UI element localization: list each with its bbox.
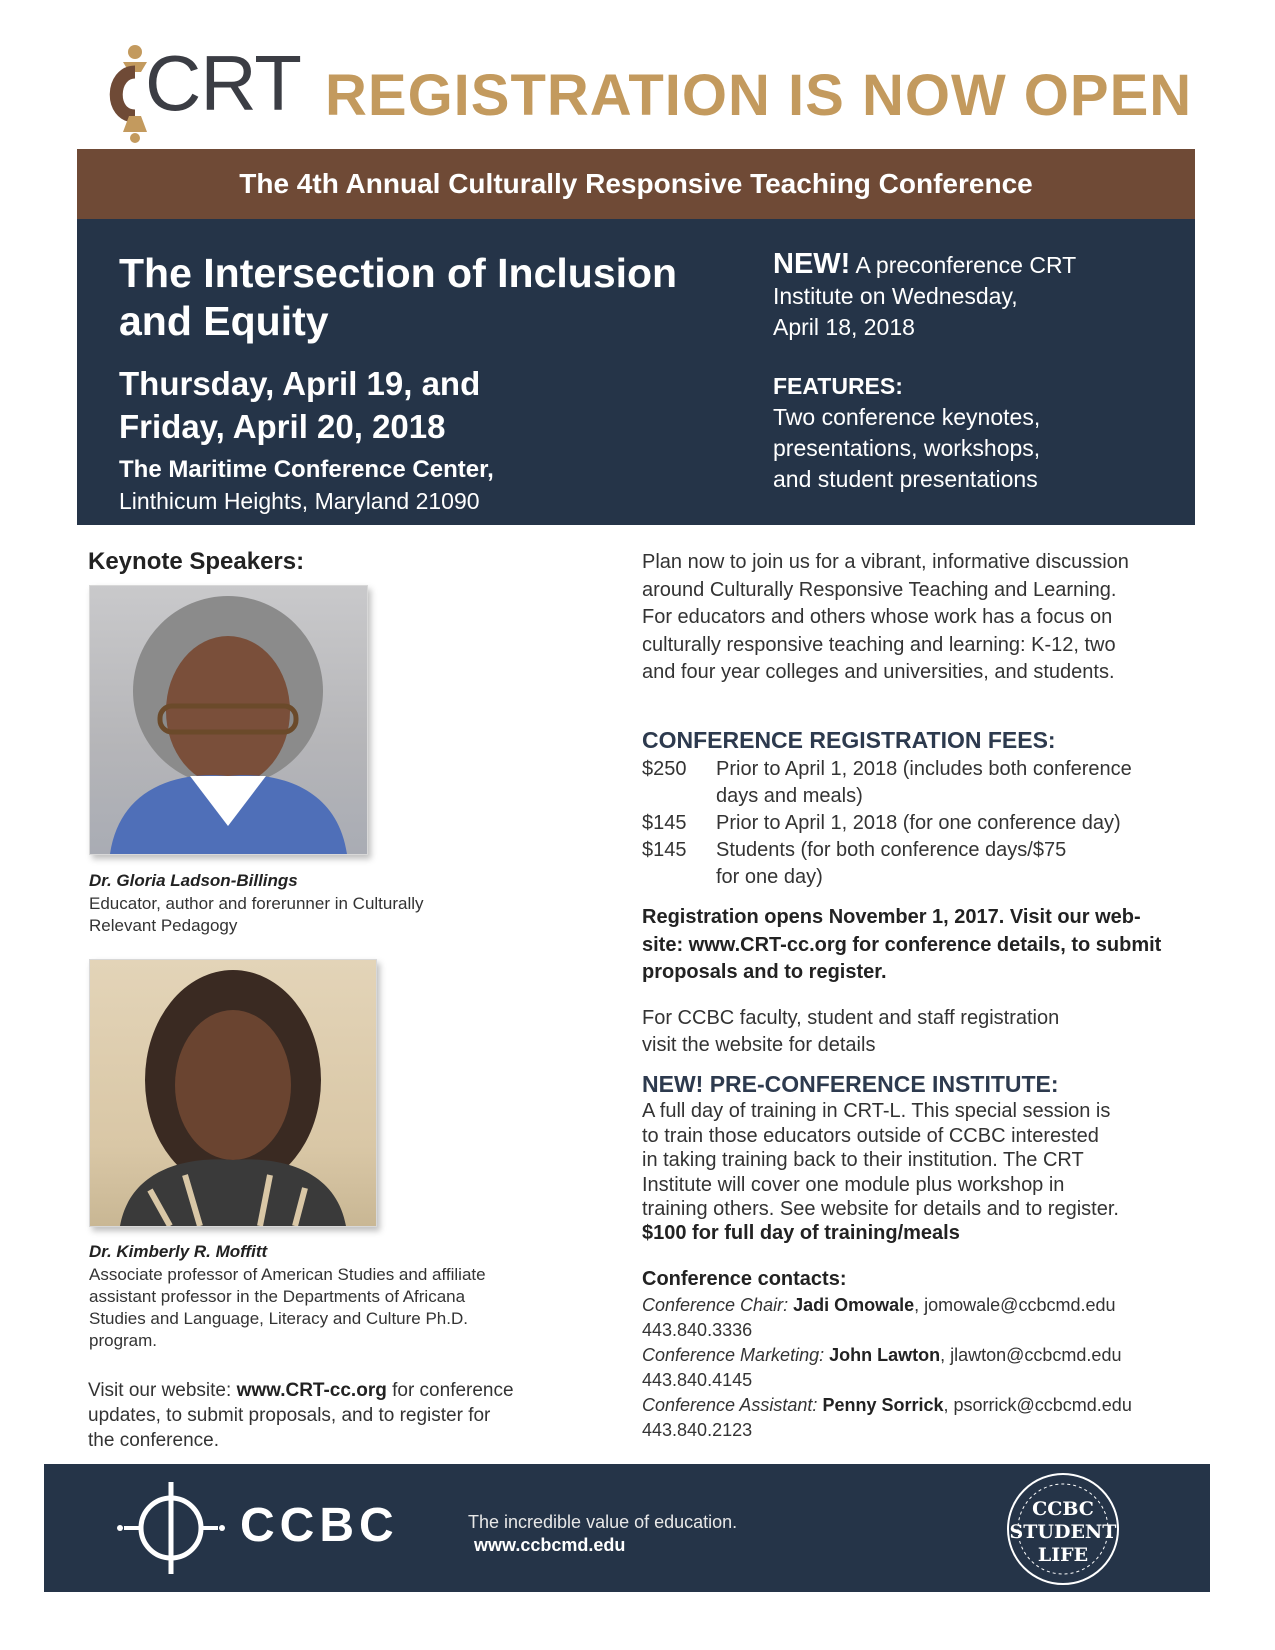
- contact-email[interactable]: , jlawton@ccbcmd.edu: [940, 1345, 1122, 1365]
- crt-logo: [105, 38, 301, 144]
- event-details-panel: [77, 219, 1195, 525]
- speaker-desc-1: Educator, author and forerunner in Culturally Relevant Pedagogy: [89, 894, 424, 935]
- intro-paragraph: Plan now to join us for a vibrant, informative discussion around Culturally Responsive Teaching and Learning. For educators and others whose work has a focus on culturally responsive teaching and learning: K-12, two and four year colleges and universities, and students.: [642, 551, 1129, 683]
- event-city: Linthicum Heights, Maryland 21090: [119, 488, 480, 514]
- ccbc-website-link[interactable]: www.ccbcmd.edu: [474, 1535, 626, 1555]
- speaker-desc-2: Associate professor of American Studies and affiliate assistant professor in the Departments of Africana Studies and Language, Literacy and Culture Ph.D. program.: [89, 1265, 486, 1350]
- contact-phone: 443.840.2123: [642, 1420, 753, 1440]
- preconference-body: A full day of training in CRT-L. This special session is to train those educators outside of CCBC interested in taking training back to their institution. The CRT Institute will cover one module plus workshop in training others. See website for details and to register.: [642, 1100, 1119, 1220]
- crt-website-link[interactable]: www.CRT-cc.org: [236, 1380, 387, 1401]
- fee-amount: $250: [642, 758, 687, 780]
- preconference-price: $100 for full day of training/meals: [642, 1222, 960, 1244]
- contact-item: [642, 1343, 1202, 1393]
- portrait-icon: [90, 586, 367, 854]
- contact-email[interactable]: , psorrick@ccbcmd.edu: [943, 1395, 1132, 1415]
- registration-opens-note: Registration opens November 1, 2017. Visit our web- site: www.CRT-cc.org for conference details, to submit proposals and to register.: [642, 906, 1162, 983]
- contact-name: John Lawton: [829, 1345, 941, 1365]
- fee-row: [642, 810, 1182, 837]
- fee-description: Students (for both conference days/$75 for one day): [716, 839, 1067, 888]
- ccbc-logo-text: CCBC: [240, 1499, 399, 1552]
- crt-logo-text: CRT: [145, 39, 301, 127]
- conference-title-band: The 4th Annual Culturally Responsive Teaching Conference: [77, 149, 1195, 219]
- fee-row: [642, 756, 1182, 810]
- preconference-heading: NEW! PRE-CONFERENCE INSTITUTE:: [642, 1071, 1059, 1097]
- speaker-name-2: Dr. Kimberly R. Moffitt: [89, 1242, 268, 1261]
- fee-description: Prior to April 1, 2018 (for one conference day): [716, 812, 1121, 834]
- contact-phone: 443.840.4145: [642, 1370, 753, 1390]
- contact-role: Conference Assistant:: [642, 1395, 818, 1415]
- features-list: Two conference keynotes, presentations, workshops, and student presentations: [773, 404, 1041, 492]
- contact-item: [642, 1293, 1202, 1343]
- features-label: FEATURES:: [773, 373, 903, 399]
- new-label: NEW!: [773, 248, 851, 280]
- contacts-heading: Conference contacts:: [642, 1268, 847, 1290]
- event-title: The Intersection of Inclusion and Equity: [119, 250, 678, 344]
- preconference-notice: NEW! A preconference CRT Institute on Wednesday, April 18, 2018: [773, 248, 1077, 340]
- ccbc-emblem-icon: [116, 1476, 226, 1580]
- fee-amount: $145: [642, 839, 687, 861]
- contact-name: Penny Sorrick: [822, 1395, 944, 1415]
- registration-headline: REGISTRATION IS NOW OPEN: [325, 63, 1193, 128]
- student-life-badge: CCBC STUDENT LIFE: [1004, 1470, 1122, 1588]
- contact-email[interactable]: , jomowale@ccbcmd.edu: [914, 1295, 1116, 1315]
- contact-role: Conference Chair:: [642, 1295, 789, 1315]
- portrait-icon: [90, 960, 376, 1226]
- contact-item: [642, 1393, 1202, 1443]
- speaker-photo-moffitt: [89, 959, 377, 1227]
- contact-role: Conference Marketing:: [642, 1345, 825, 1365]
- fee-row: [642, 837, 1182, 891]
- keynote-heading: Keynote Speakers:: [88, 548, 305, 575]
- ccbc-faculty-note: For CCBC faculty, student and staff registration visit the website for details: [642, 1007, 1060, 1056]
- footer-band: [44, 1464, 1210, 1592]
- speaker-photo-ladson-billings: [89, 585, 368, 855]
- visit-website-note: Visit our website: www.CRT-cc.org for conference updates, to submit proposals, and to register for the conference.: [88, 1380, 514, 1451]
- fee-amount: $145: [642, 812, 687, 834]
- event-dates: Thursday, April 19, and Friday, April 20, 2018: [119, 365, 481, 445]
- contact-phone: 443.840.3336: [642, 1320, 753, 1340]
- contact-name: Jadi Omowale: [793, 1295, 915, 1315]
- fees-heading: CONFERENCE REGISTRATION FEES:: [642, 727, 1056, 753]
- fee-description: Prior to April 1, 2018 (includes both conference days and meals): [716, 758, 1132, 807]
- event-venue: The Maritime Conference Center,: [119, 456, 494, 483]
- footer-tagline: The incredible value of education.: [468, 1512, 738, 1532]
- speaker-name-1: Dr. Gloria Ladson-Billings: [89, 871, 298, 890]
